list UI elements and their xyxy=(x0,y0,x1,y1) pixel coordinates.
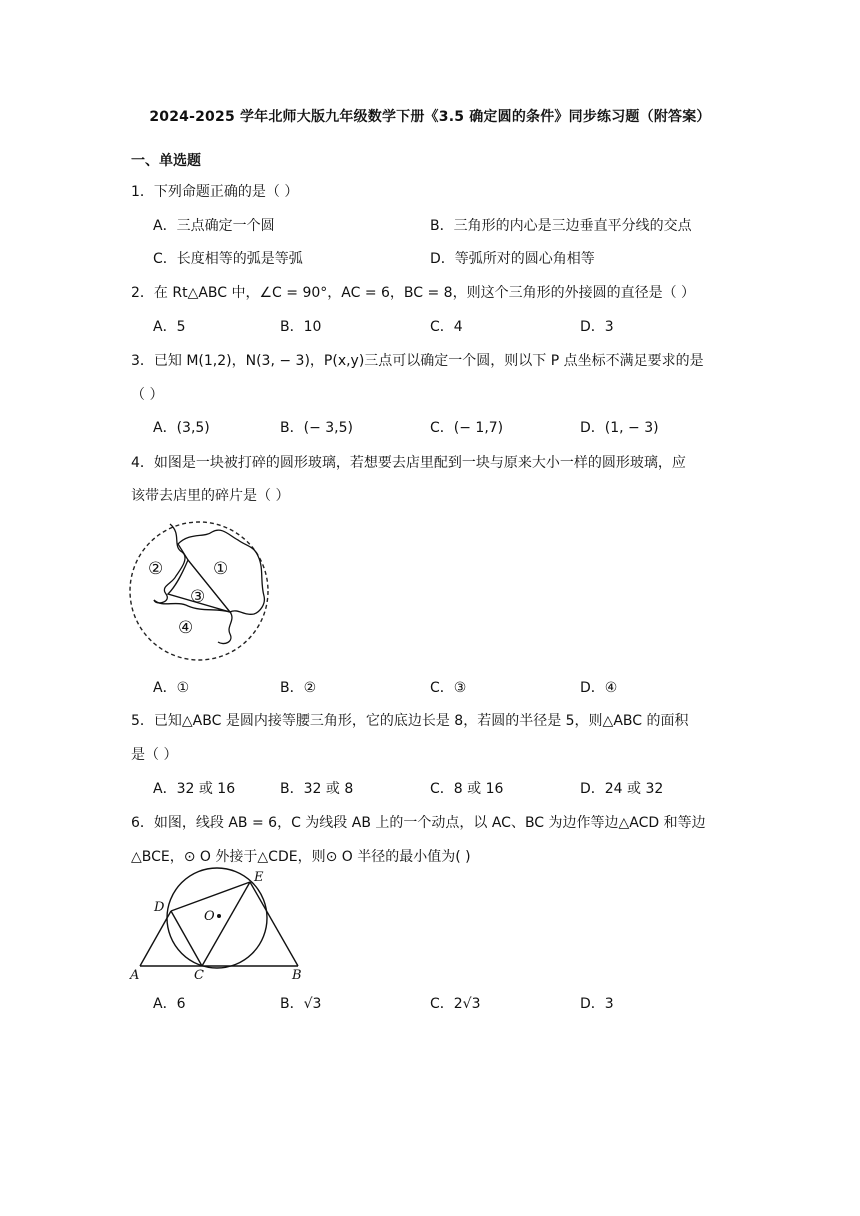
q6-option-d: D．3 xyxy=(580,996,614,1012)
figure-label-1: ① xyxy=(213,559,229,579)
q2-option-d: D．3 xyxy=(580,319,614,335)
q5-option-d: D．24 或 32 xyxy=(580,781,664,797)
segment-be xyxy=(250,882,298,966)
figure-label-o: O xyxy=(204,909,215,924)
q3-option-c: C．(− 1,7) xyxy=(430,420,504,436)
q2-option-b: B．10 xyxy=(280,319,322,335)
figure-label-b: B xyxy=(292,968,302,983)
q2-stem: 2．在 Rt△ABC 中，∠C = 90°，AC = 6，BC = 8，则这个三角形的外接圆的直径是（ ） xyxy=(131,285,696,301)
q6-stem-line1: 6．如图，线段 AB = 6，C 为线段 AB 上的一个动点，以 AC、BC 为边作等边△ACD 和等边 xyxy=(131,815,706,831)
figure-label-e: E xyxy=(254,870,264,885)
q5-stem-line1: 5．已知△ABC 是圆内接等腰三角形，它的底边长是 8，若圆的半径是 5，则△ABC 的面积 xyxy=(131,713,689,729)
q2-option-c: C．4 xyxy=(430,319,463,335)
section-heading: 一、单选题 xyxy=(131,153,201,169)
q4-option-b: B．② xyxy=(280,680,317,696)
q1-option-a: A．三点确定一个圆 xyxy=(153,218,275,234)
q5-option-b: B．32 或 8 xyxy=(280,781,354,797)
q3-stem-line2: （ ） xyxy=(131,387,164,403)
q3-option-d: D．(1, − 3) xyxy=(580,420,659,436)
q1-option-c: C．长度相等的弧是等弧 xyxy=(153,251,303,267)
page-title: 2024-2025 学年北师大版九年级数学下册《3.5 确定圆的条件》同步练习题（附答案） xyxy=(149,109,711,125)
segment-ce xyxy=(202,882,250,966)
q6-stem-line2: △BCE，⊙ O 外接于△CDE，则⊙ O 半径的最小值为( ) xyxy=(131,849,471,865)
q4-option-d: D．④ xyxy=(580,680,618,696)
q1-option-b: B．三角形的内心是三边垂直平分线的交点 xyxy=(430,218,692,234)
figure-label-4: ④ xyxy=(178,618,194,638)
q1-stem: 1．下列命题正确的是（ ） xyxy=(131,184,299,200)
q6-option-a: A．6 xyxy=(153,996,186,1012)
q6-option-b: B．√3 xyxy=(280,996,322,1012)
figure-label-3: ③ xyxy=(190,587,206,607)
q3-option-b: B．(− 3,5) xyxy=(280,420,353,436)
figure-label-2: ② xyxy=(148,559,164,579)
q3-stem-line1: 3．已知 M(1,2)，N(3, − 3)，P(x,y)三点可以确定一个圆，则以下 P 点坐标不满足要求的是 xyxy=(131,353,704,369)
q5-option-a: A．32 或 16 xyxy=(153,781,236,797)
q2-option-a: A．5 xyxy=(153,319,186,335)
center-point-o xyxy=(217,914,221,918)
equilateral-triangles-figure xyxy=(126,866,312,984)
q5-stem-line2: 是（ ） xyxy=(131,747,178,763)
q4-option-a: A．① xyxy=(153,680,190,696)
q1-option-d: D．等弧所对的圆心角相等 xyxy=(430,251,595,267)
figure-label-d: D xyxy=(154,900,165,915)
q4-option-c: C．③ xyxy=(430,680,467,696)
q4-stem-line1: 4．如图是一块被打碎的圆形玻璃，若想要去店里配到一块与原来大小一样的圆形玻璃，应 xyxy=(131,455,686,471)
segment-de xyxy=(171,882,250,911)
circumcircle-o xyxy=(167,868,267,968)
broken-glass-figure xyxy=(126,516,272,666)
q6-option-c: C．2√3 xyxy=(430,996,481,1012)
q3-option-a: A．(3,5) xyxy=(153,420,210,436)
q5-option-c: C．8 或 16 xyxy=(430,781,504,797)
figure-label-a: A xyxy=(130,968,140,983)
figure-label-c: C xyxy=(194,968,204,983)
q4-stem-line2: 该带去店里的碎片是（ ） xyxy=(131,488,290,504)
